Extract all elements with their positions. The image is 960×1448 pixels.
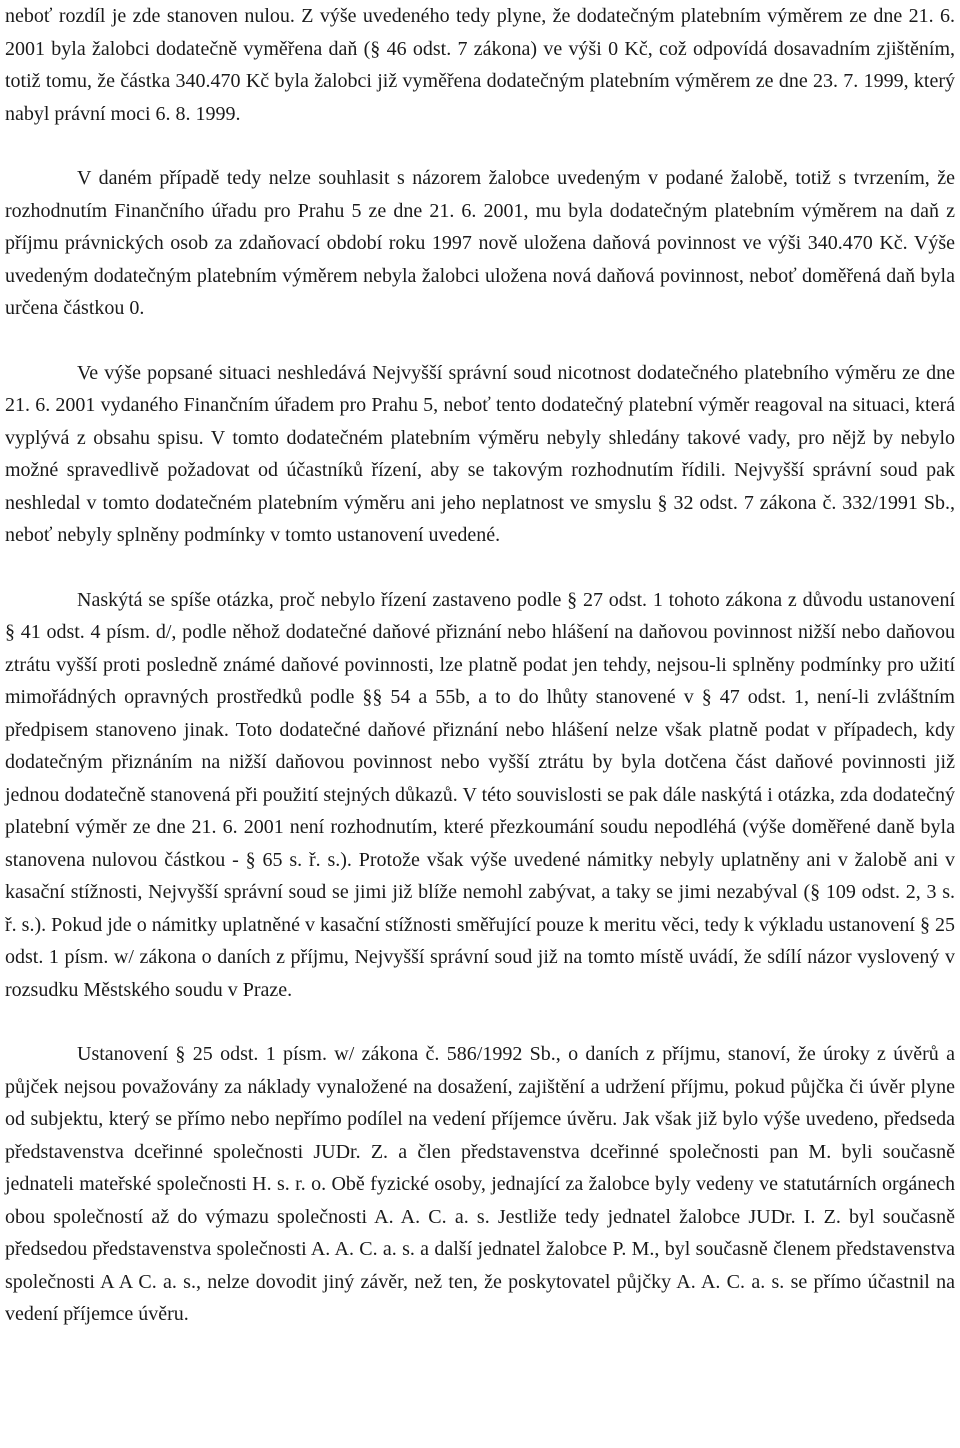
paragraph: Ve výše popsané situaci neshledává Nejvyšší správní soud nicotnost dodatečného platebního výměru ze dne 21. 6. 2001 vydaného Finančním úřadem pro Prahu 5, neboť tento dodatečný platební výměr reagoval na situaci, která vyplývá z obsahu spisu. V tomto dodatečném platebním výměru nebyly shledány takové vady, pro nějž by nebylo možné spravedlivě požadovat od účastníků řízení, aby se takovým rozhodnutím řídili. Nejvyšší správní soud pak neshledal v tomto dodatečném platebním výměru ani jeho neplatnost ve smyslu § 32 odst. 7 zákona č. 332/1991 Sb., neboť nebyly splněny podmínky v tomto ustanovení uvedené. xyxy=(5,361,955,546)
paragraph: Ustanovení § 25 odst. 1 písm. w/ zákona č. 586/1992 Sb., o daních z příjmu, stanoví, že úroky z úvěrů a půjček nejsou považovány za náklady vynaložené na dosažení, zajištění a udržení příjmu, pokud půjčka či úvěr plyne od subjektu, který se přímo nebo nepřímo podílel na vedení příjemce úvěru. Jak však již bylo výše uvedeno, předseda představenstva dceřinné společnosti JUDr. Z. a člen představenstva dceřinné společnosti pan M. byli současně jednateli mateřské společnosti H. s. r. o. Obě fyzické osoby, jednající za žalobce byly vedeny ve statutárních orgánech obou společností až do výmazu společnosti A. A. C. a. s. Jestliže tedy jednatel žalobce JUDr. I. Z. byl současně předsedou představenstva společnosti A. A. C. a. s. a další jednatel žalobce P. M., byl současně členem představenstva společnosti A A C. a. s., nelze dovodit jiný závěr, než ten, že poskytovatel půjčky A. A. C. a. s. se přímo účastnil na vedení příjemce úvěru. xyxy=(5,1043,955,1325)
paragraph: Naskýtá se spíše otázka, proč nebylo řízení zastaveno podle § 27 odst. 1 tohoto zákona z důvodu ustanovení § 41 odst. 4 písm. d/, podle něhož dodatečné daňové přiznání nebo hlášení na daňovou povinnost nižší nebo daňovou ztrátu vyšší proti posledně známé daňové povinnosti, lze platně podat jen tehdy, nejsou-li splněny podmínky pro užití mimořádných opravných prostředků podle §§ 54 a 55b, a to do lhůty stanovené v § 47 odst. 1, není-li zvláštním předpisem stanoveno jinak. Toto dodatečné daňové přiznání nebo hlášení nelze však platně podat v případech, kdy dodatečným přiznáním na nižší daňovou povinnost nebo vyšší ztrátu by byla dotčena část daňové povinnosti již jednou dodatečně stanovená při použití stejných důkazů. V této souvislosti se pak dále naskýtá i otázka, zda dodatečný platební výměr ze dne 21. 6. 2001 není rozhodnutím, které přezkoumání soudu nepodléhá (výše doměřené daně byla stanovena nulovou částkou - § 65 s. ř. s.). Protože však výše uvedené námitky nebyly uplatněny ani v žalobě ani v kasační stížnosti, Nejvyšší správní soud se jimi již blíže nemohl zabývat, a taky se jimi nezabýval (§ 109 odst. 2, 3 s. ř. s.). Pokud jde o námitky uplatněné v kasační stížnosti směřující pouze k meritu věci, tedy k výkladu ustanovení § 25 odst. 1 písm. w/ zákona o daních z příjmu, Nejvyšší správní soud již na tomto místě uvádí, že sdílí názor vyslovený v rozsudku Městského soudu v Praze. xyxy=(5,588,955,1001)
paragraph: V daném případě tedy nelze souhlasit s názorem žalobce uvedeným v podané žalobě, totiž s tvrzením, že rozhodnutím Finančního úřadu pro Prahu 5 ze dne 21. 6. 2001, mu byla dodatečným platebním výměrem na daň z příjmu právnických osob za zdaňovací období roku 1997 nově uložena daňová povinnost ve výši 340.470 Kč. Výše uvedeným dodatečným platebním výměrem nebyla žalobci uložena nová daňová povinnost, neboť doměřená daň byla určena částkou 0. xyxy=(5,167,955,319)
document-page xyxy=(5,0,955,1331)
paragraph-gap xyxy=(5,325,955,357)
paragraph-gap xyxy=(5,130,955,162)
paragraph-gap xyxy=(5,552,955,584)
paragraph-gap xyxy=(5,1006,955,1038)
paragraph-continuation: neboť rozdíl je zde stanoven nulou. Z výše uvedeného tedy plyne, že dodatečným platebním výměrem ze dne 21. 6. 2001 byla žalobci dodatečně vyměřena daň (§ 46 odst. 7 zákona) ve výši 0 Kč, což odpovídá dosavadním zjištěním, totiž tomu, že částka 340.470 Kč byla žalobci již vyměřena dodatečným platebním výměrem ze dne 23. 7. 1999, který nabyl právní moci 6. 8. 1999. xyxy=(5,5,955,125)
